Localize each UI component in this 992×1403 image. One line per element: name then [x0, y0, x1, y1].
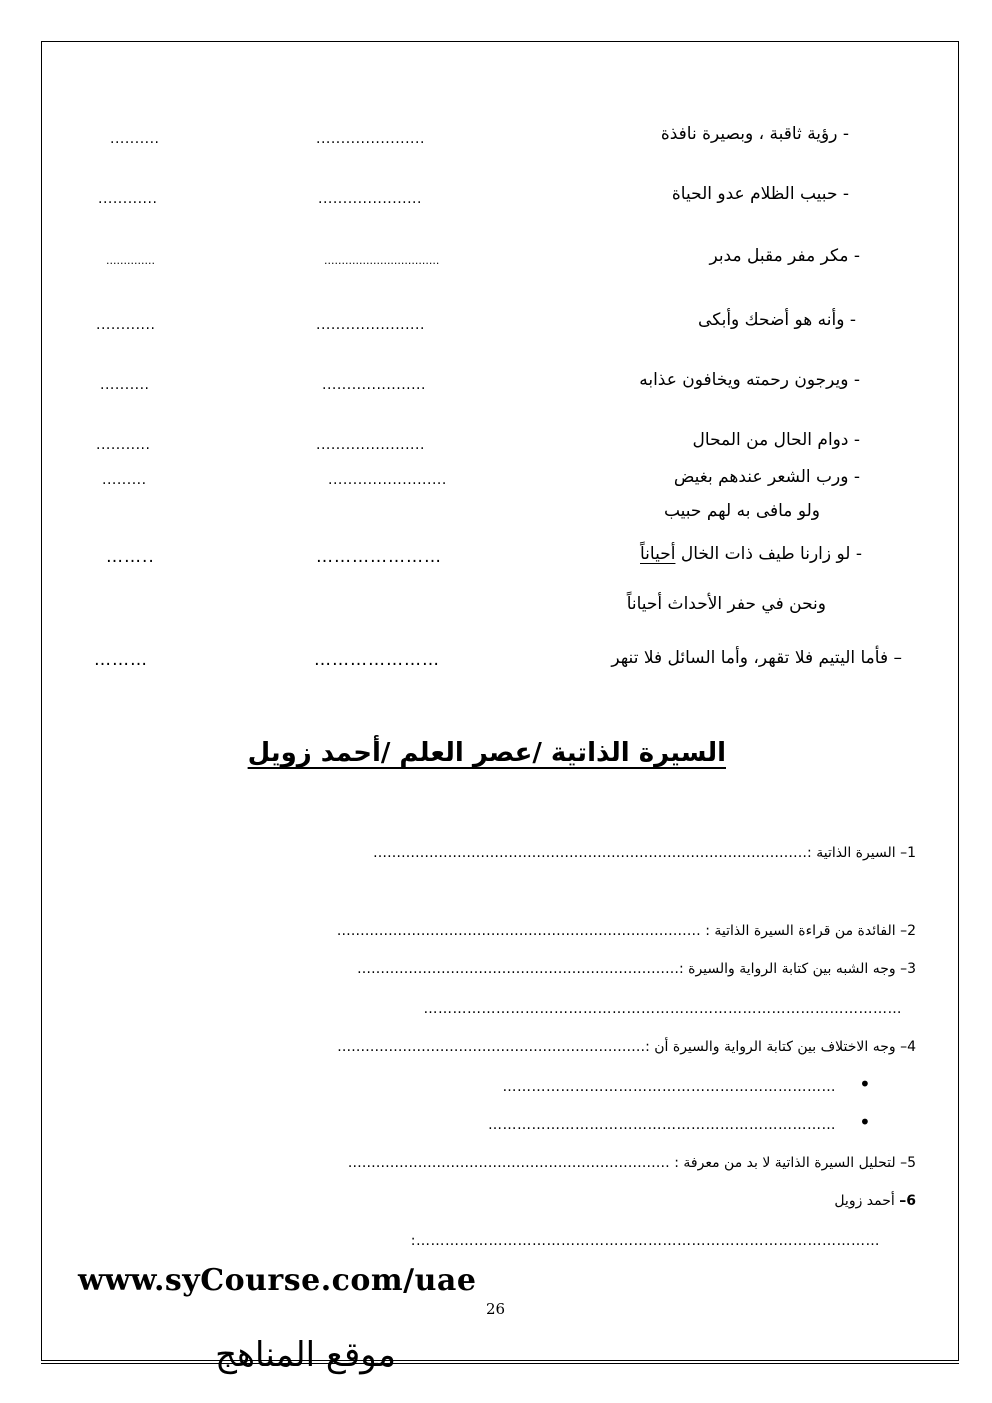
- question-5: [348, 1156, 916, 1170]
- question-2-number: 2–: [900, 923, 916, 939]
- question-4: [337, 1040, 916, 1054]
- question-4-blank: …………………………………………………………: [337, 1039, 646, 1055]
- question-3-blank-line2: ………………………………………………………………………………………: [423, 1001, 902, 1017]
- question-1-text: السيرة الذاتية :: [807, 845, 896, 861]
- question-6: [834, 1194, 916, 1208]
- page-number: 26: [486, 1300, 506, 1318]
- exercise-item-3: - مكر مفر مقبل مدبر: [709, 246, 860, 266]
- exercise-item-2-blank-mid: .....................: [318, 191, 422, 207]
- exercise-item-1: - رؤية ثاقبة ، وبصيرة نافذة: [660, 124, 849, 144]
- verse2-line2: ونحن في حفر الأحداث أحياناً: [626, 594, 826, 614]
- verse2-blank-left: ……..: [106, 547, 155, 567]
- exercise-item-7: - ورب الشعر عندهم بغيض: [673, 467, 860, 487]
- question-6-blank-line2: ……………………………………………………………………………………:: [410, 1233, 880, 1249]
- bullet-2-marker: •: [859, 1110, 871, 1134]
- exercise-item-5-blank-left: ..........: [100, 377, 150, 393]
- exercise-item-2-blank-left: ............: [98, 191, 158, 207]
- page-frame-bottom-rule: [41, 1363, 959, 1364]
- exercise-item-6: - دوام الحال من المحال: [692, 430, 860, 450]
- question-5-blank: ……………………………………………………………: [347, 1155, 670, 1171]
- question-4-text: وجه الاختلاف بين كتابة الرواية والسيرة أن :: [645, 1039, 896, 1055]
- question-1-number: 1–: [900, 845, 916, 861]
- exercise-item-3-blank-mid: .................................: [324, 254, 440, 267]
- verse-continuation: ولو مافى به لهم حبيب: [663, 501, 820, 521]
- question-6-text: أحمد زويل: [834, 1193, 895, 1209]
- exercise-item-4: - وأنه هو أضحك وأبكى: [698, 310, 856, 330]
- verse2-line1: [640, 546, 862, 563]
- watermark-logo-text: موقع المناهج: [215, 1335, 396, 1375]
- exercise-item-3-blank-left: ..............: [106, 254, 155, 267]
- section-title: السيرة الذاتية /عصر العلم /أحمد زويل: [247, 738, 726, 768]
- website-url: www.syCourse.com/uae: [78, 1263, 477, 1298]
- exercise-item-4-blank-mid: ......................: [316, 317, 425, 333]
- exercise-item-7-blank-left: .........: [102, 472, 147, 488]
- question-5-text: لتحليل السيرة الذاتية لا بد من معرفة :: [669, 1155, 896, 1171]
- question-2: [337, 924, 916, 938]
- exercise-item-5: - ويرجون رحمته ويخافون عذابه: [639, 370, 860, 390]
- quran-item: – فأما اليتيم فلا تقهر، وأما السائل فلا تنهر: [611, 648, 902, 668]
- question-3: [357, 962, 916, 976]
- question-4-bullet-2: ………………………………………………………………: [488, 1117, 836, 1133]
- question-1-blank: …………………………………………………………………………………: [373, 845, 808, 861]
- verse2-line1-start: - لو زارنا طيف ذات الخال: [675, 544, 862, 564]
- quran-blank-left: ………: [94, 650, 148, 670]
- exercise-item-6-blank-left: ...........: [96, 437, 151, 453]
- bullet-1-marker: •: [859, 1072, 871, 1096]
- quran-blank-mid: …………………: [314, 650, 440, 670]
- question-4-bullet-1: ……………………………………………………………: [502, 1079, 836, 1095]
- question-6-number: 6–: [899, 1193, 916, 1209]
- question-2-text: الفائدة من قراءة السيرة الذاتية :: [700, 923, 896, 939]
- question-2-blank: ……………………………………………………………………: [336, 923, 701, 939]
- exercise-item-2: - حبيب الظلام عدو الحياة: [671, 184, 849, 204]
- verse2-blank-mid: …………………: [316, 547, 442, 567]
- exercise-item-6-blank-mid: ......................: [316, 437, 425, 453]
- exercise-item-1-blank-left: ..........: [110, 131, 160, 147]
- exercise-item-4-blank-left: ............: [96, 317, 156, 333]
- question-3-number: 3–: [900, 961, 916, 977]
- exercise-item-7-blank-mid: ........................: [328, 472, 447, 488]
- question-4-number: 4–: [900, 1039, 916, 1055]
- exercise-item-1-blank-mid: ......................: [316, 131, 425, 147]
- question-3-text: وجه الشبه بين كتابة الرواية والسيرة :: [678, 961, 896, 977]
- question-5-number: 5–: [900, 1155, 916, 1171]
- question-3-blank: ……………………………………………………………: [356, 961, 679, 977]
- verse2-line1-underlined: أحياناً: [640, 544, 676, 564]
- question-1: [373, 846, 916, 860]
- exercise-item-5-blank-mid: .....................: [322, 377, 426, 393]
